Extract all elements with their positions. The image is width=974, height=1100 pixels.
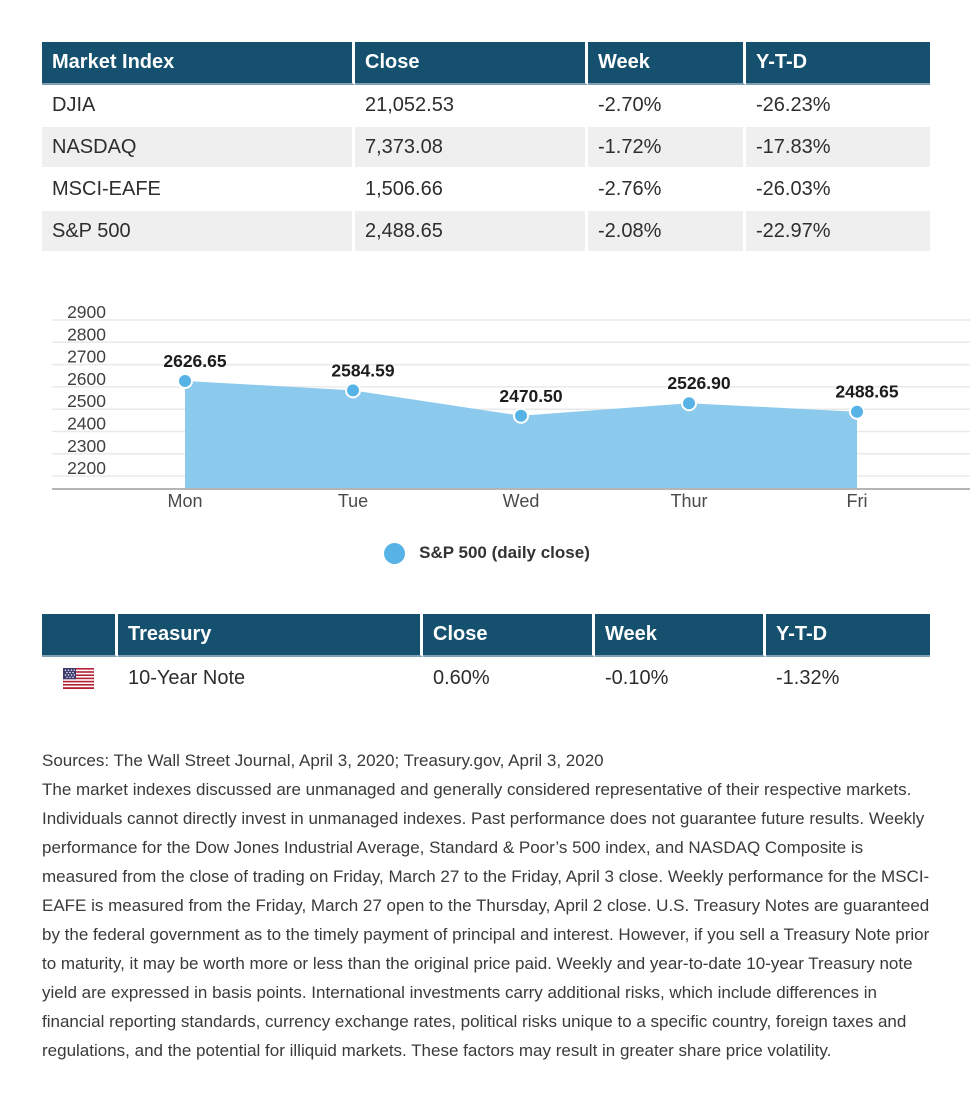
flag-cell: [42, 657, 118, 702]
table-row: [42, 211, 930, 253]
disclaimer-text: The market indexes discussed are unmanaged and generally considered representative of their respective markets. Individuals cannot directly invest in unmanaged indexes. Past performance does not guarantee future results. Weekly performance for the Dow Jones Industrial Average, Standard & Poor’s 500 index, and NASDAQ Composite is measured from the close of trading on Friday, March 27 to the Friday, April 3 close. Weekly performance for the MSCI-EAFE is measured from the Friday, March 27 open to the Thursday, April 2 close. U.S. Treasury Notes are guaranteed by the federal government as to the timely payment of principal and interest. However, if you sell a Treasury Note prior to maturity, it may be worth more or less than the original price paid. Weekly and year-to-date 10-year Treasury note yield are expressed in basis points. International investments carry additional risks, which include differences in financial reporting standards, currency exchange rates, political risks unique to a specific country, foreign taxes and regulations, and the potential for illiquid markets. These factors may result in greater share price volatility.: [42, 780, 930, 1060]
week-cell: -0.10%: [595, 657, 766, 702]
point-value-label: 2584.59: [331, 360, 395, 381]
column-header-close: Close: [355, 42, 588, 85]
index-name-cell: DJIA: [42, 85, 355, 127]
close-cell: 7,373.08: [355, 127, 588, 169]
us-flag-icon: [63, 668, 94, 689]
y-tick-label: 2900: [67, 302, 106, 322]
y-tick-label: 2600: [67, 368, 106, 389]
column-header-ytd: Y-T-D: [766, 614, 930, 657]
close-cell: 21,052.53: [355, 85, 588, 127]
sp500-area-chart: [42, 288, 974, 518]
column-header-flag: [42, 614, 118, 657]
x-tick-label: Tue: [337, 491, 369, 511]
market-table-header-row: [42, 42, 930, 85]
week-cell: -2.08%: [588, 211, 746, 253]
ytd-cell: -17.83%: [746, 127, 930, 169]
week-cell: -2.76%: [588, 169, 746, 211]
market-index-table: [42, 42, 930, 253]
chart-legend: [42, 542, 932, 564]
point-value-label: 2626.65: [163, 350, 227, 371]
data-point-marker: [346, 383, 360, 397]
column-header-week: Week: [588, 42, 746, 85]
y-tick-label: 2300: [67, 435, 106, 456]
y-tick-label: 2800: [67, 324, 106, 345]
ytd-cell: -1.32%: [766, 657, 930, 702]
close-cell: 0.60%: [423, 657, 595, 702]
column-header-ytd: Y-T-D: [746, 42, 930, 85]
ytd-cell: -26.23%: [746, 85, 930, 127]
treasury-name-cell: 10-Year Note: [118, 657, 423, 702]
column-header-week: Week: [595, 614, 766, 657]
column-header-market-index: Market Index: [42, 42, 355, 85]
point-value-label: 2526.90: [667, 373, 731, 394]
treasury-table: [42, 614, 930, 702]
table-row: [42, 169, 930, 211]
close-cell: 2,488.65: [355, 211, 588, 253]
table-row: [42, 657, 930, 702]
ytd-cell: -26.03%: [746, 169, 930, 211]
legend-label: S&P 500 (daily close): [419, 543, 590, 562]
x-tick-label: Thur: [670, 491, 708, 511]
ytd-cell: -22.97%: [746, 211, 930, 253]
week-cell: -1.72%: [588, 127, 746, 169]
y-tick-label: 2500: [67, 391, 106, 412]
data-point-marker: [682, 396, 696, 410]
disclaimer-section: [42, 746, 934, 1065]
sources-line: Sources: The Wall Street Journal, April 3, 2020; Treasury.gov, April 3, 2020: [42, 751, 604, 770]
y-tick-label: 2700: [67, 346, 106, 367]
y-tick-label: 2200: [67, 458, 106, 479]
legend-dot-icon: [384, 543, 405, 564]
treasury-header-row: [42, 614, 930, 657]
data-point-marker: [514, 409, 528, 423]
x-tick-label: Mon: [167, 491, 203, 511]
table-row: [42, 85, 930, 127]
data-point-marker: [178, 374, 192, 388]
point-value-label: 2470.50: [499, 385, 563, 406]
y-tick-label: 2400: [67, 413, 106, 434]
point-value-label: 2488.65: [835, 381, 899, 402]
column-header-treasury: Treasury: [118, 614, 423, 657]
week-cell: -2.70%: [588, 85, 746, 127]
index-name-cell: S&P 500: [42, 211, 355, 253]
treasury-section: [42, 614, 932, 702]
table-row: [42, 127, 930, 169]
sp500-chart-container: [42, 288, 974, 518]
index-name-cell: NASDAQ: [42, 127, 355, 169]
index-name-cell: MSCI-EAFE: [42, 169, 355, 211]
data-point-marker: [850, 405, 864, 419]
x-tick-label: Fri: [846, 491, 868, 511]
x-tick-label: Wed: [502, 491, 540, 511]
close-cell: 1,506.66: [355, 169, 588, 211]
column-header-close: Close: [423, 614, 595, 657]
